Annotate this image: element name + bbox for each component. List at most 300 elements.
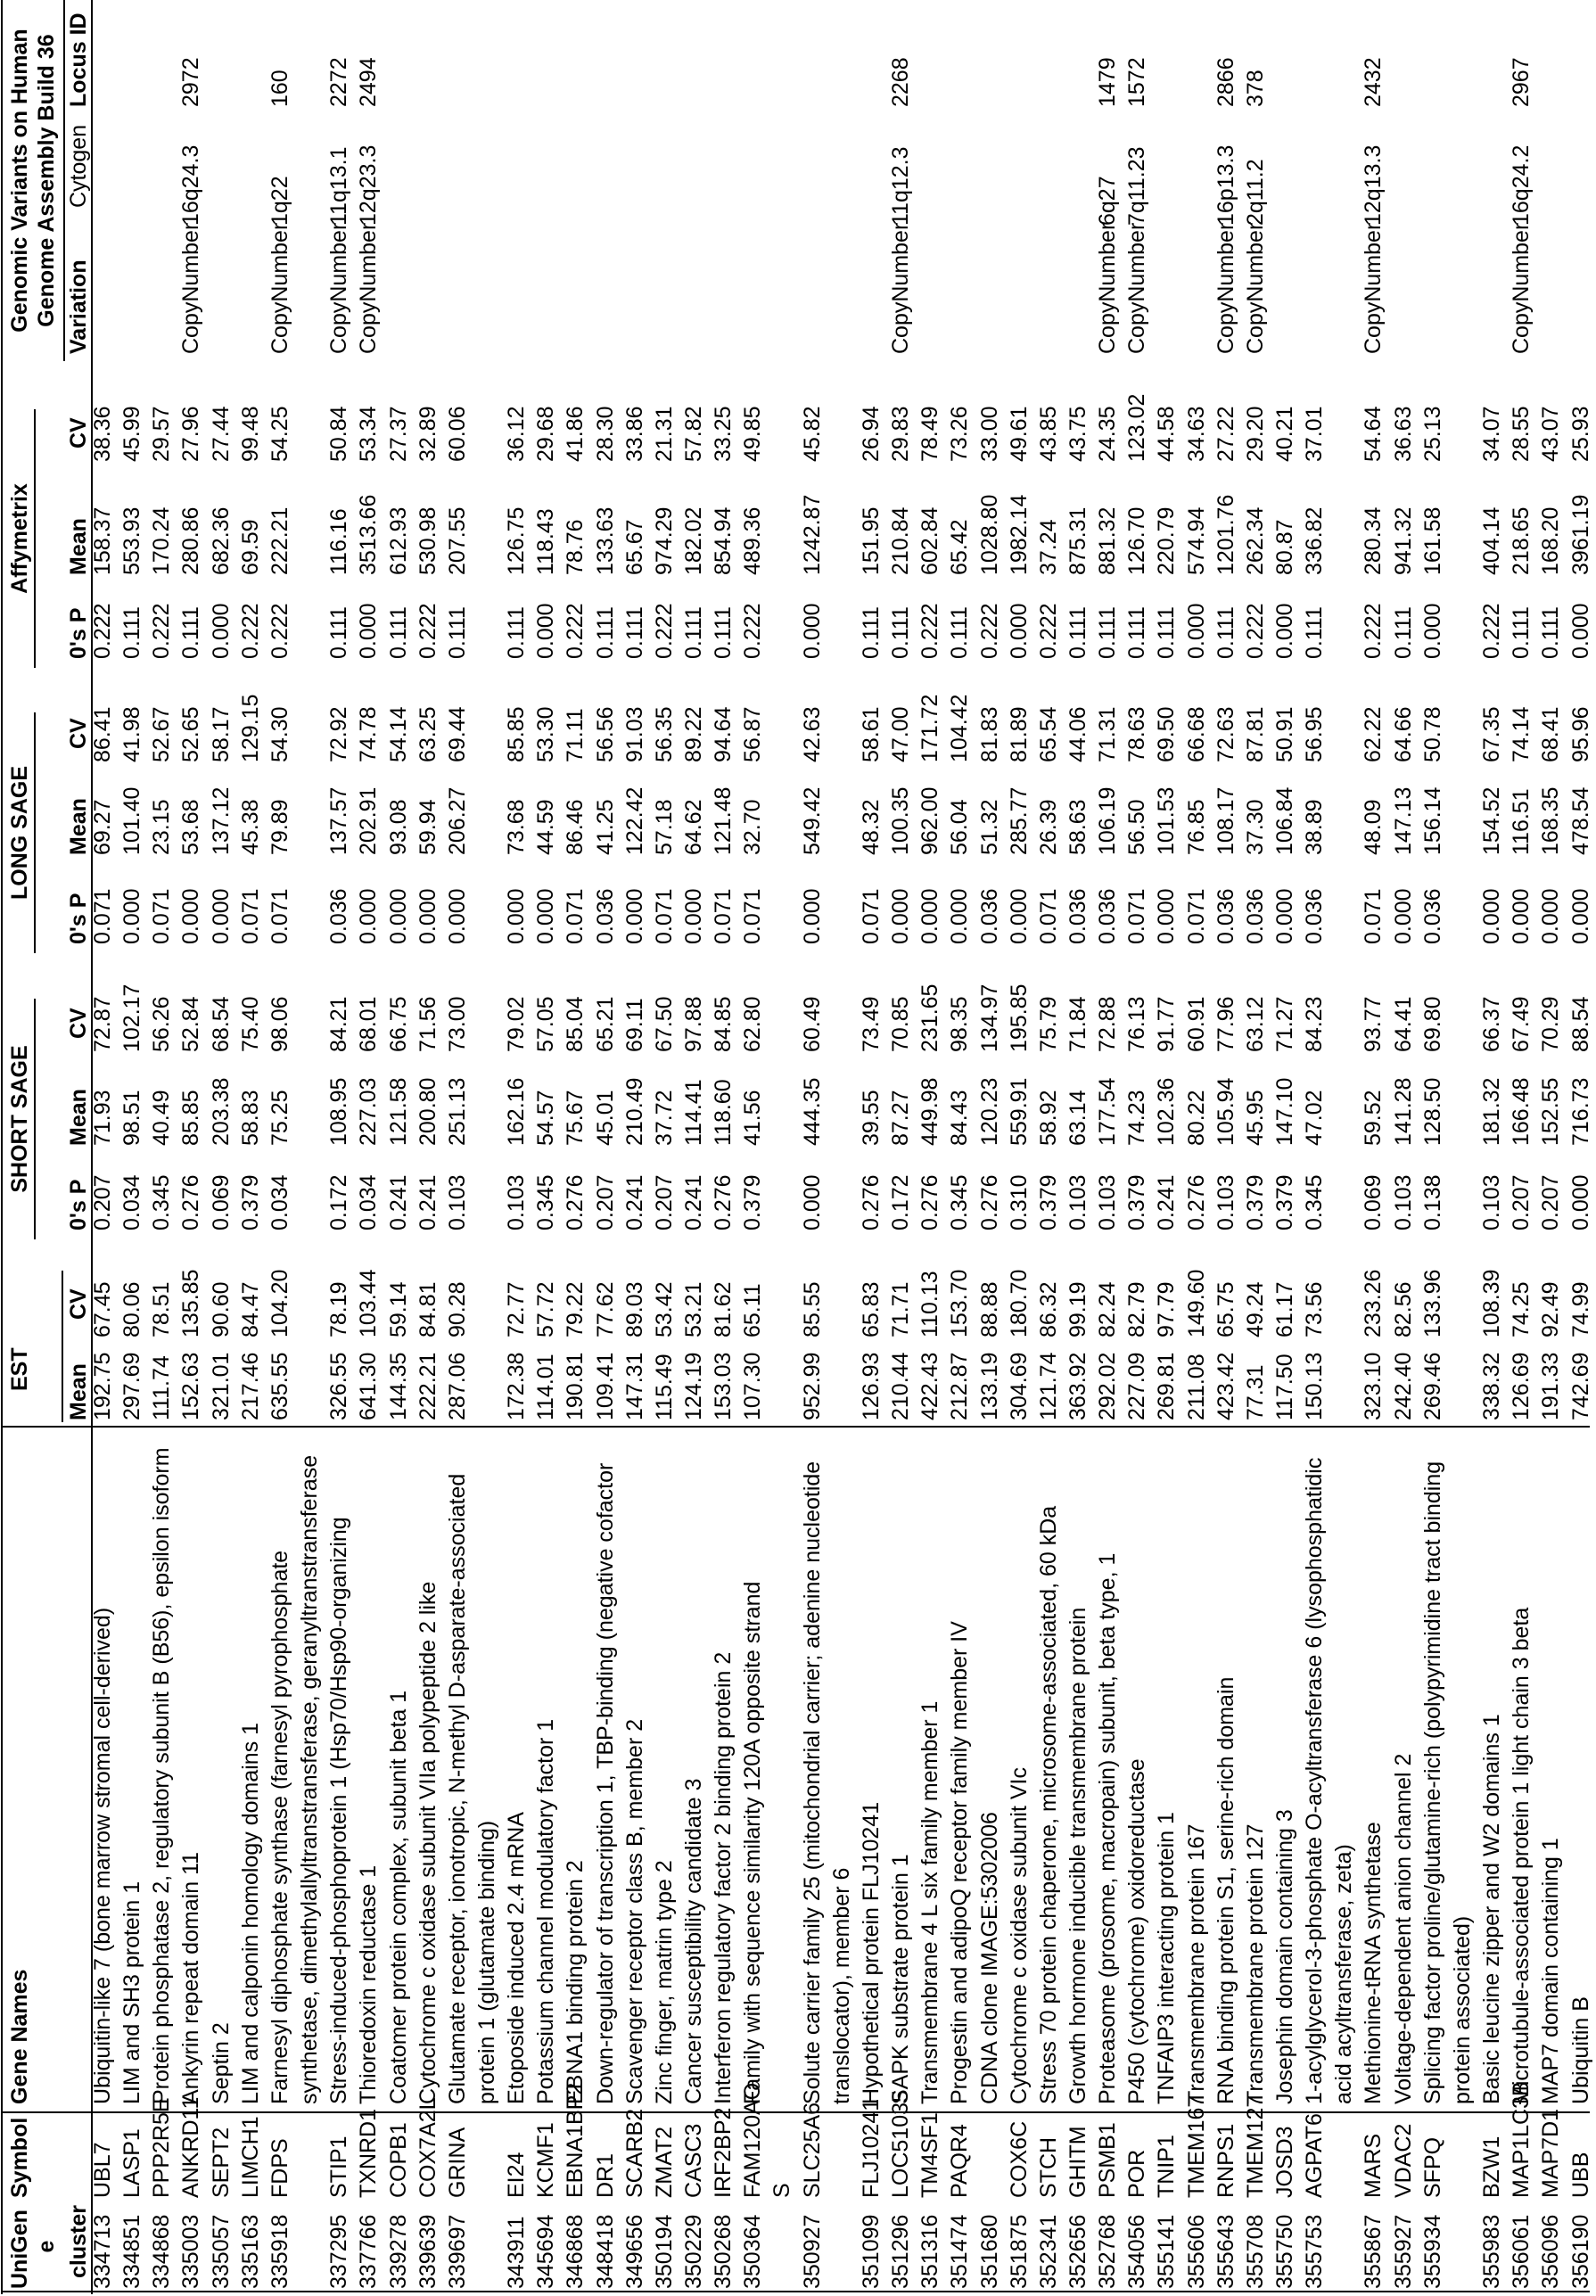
- header-cv: CV: [64, 1008, 94, 1039]
- cell-long-sage-zeros-p: 0.000: [1536, 888, 1566, 944]
- cell-affymetrix-zeros-p: 0.000: [1567, 603, 1596, 659]
- cell-short-sage-zeros-p: 0.103: [1389, 1174, 1419, 1230]
- header-cv: CV: [64, 417, 94, 449]
- cell-long-sage-zeros-p: 0.071: [1034, 888, 1064, 944]
- cell-est-cv: 81.62: [709, 1281, 738, 1337]
- cell-gene-name: Transmembrane protein 127: [1241, 1823, 1271, 2104]
- cell-long-sage-cv: 56.56: [591, 706, 621, 762]
- cell-cytogen: 2q11.2: [1241, 159, 1271, 226]
- cell-locus-id: 2866: [1212, 57, 1241, 107]
- cell-long-sage-cv: 54.30: [266, 706, 295, 762]
- cell-locus-id: 2272: [325, 57, 354, 107]
- cell-est-cv: 92.49: [1536, 1281, 1566, 1337]
- cell-est-mean: 191.33: [1536, 1353, 1566, 1420]
- cell-cytogen: 16q24.2: [1507, 145, 1536, 226]
- cell-symbol: PAQR4: [945, 2124, 975, 2198]
- cell-short-sage-cv: 68.01: [354, 996, 383, 1052]
- cell-unigene-cluster: 356096: [1536, 2215, 1566, 2289]
- cell-affymetrix-zeros-p: 0.111: [384, 606, 414, 659]
- cell-short-sage-zeros-p: 0.034: [354, 1174, 383, 1230]
- cell-gene-name: Down-regulator of transcription 1, TBP-binding (negative cofactor: [591, 1463, 621, 2104]
- header-zeros-p: 0's P: [64, 893, 94, 944]
- cell-est-cv: 104.20: [266, 1270, 295, 1337]
- cell-gene-name: P450 (cytochrome) oxidoreductase: [1123, 1758, 1152, 2104]
- cell-short-sage-cv: 70.85: [886, 996, 916, 1052]
- cell-symbol: GHITM: [1064, 2126, 1093, 2198]
- cell-affymetrix-mean: 336.82: [1300, 507, 1329, 575]
- cell-est-mean: 109.41: [591, 1353, 621, 1420]
- cell-est-mean: 304.69: [1005, 1353, 1034, 1420]
- cell-short-sage-cv: 73.49: [857, 996, 886, 1052]
- cell-affymetrix-cv: 25.93: [1567, 406, 1596, 462]
- cell-est-mean: 126.93: [857, 1353, 886, 1420]
- cell-gene-name: LIM and SH3 protein 1: [118, 1881, 147, 2104]
- cell-long-sage-mean: 56.04: [945, 799, 975, 855]
- cell-long-sage-zeros-p: 0.071: [738, 888, 768, 944]
- cell-long-sage-cv: 74.14: [1507, 706, 1536, 762]
- cell-unigene-cluster: 351875: [1005, 2215, 1034, 2289]
- cell-long-sage-mean: 116.51: [1507, 788, 1536, 855]
- cell-short-sage-zeros-p: 0.103: [1064, 1174, 1093, 1230]
- cell-affymetrix-cv: 57.82: [679, 406, 709, 462]
- cell-long-sage-mean: 137.12: [207, 787, 236, 855]
- cell-symbol: LASP1: [118, 2128, 147, 2198]
- cell-gene-name: Family with sequence similarity 120A opposite strand: [738, 1582, 768, 2104]
- cell-gene-name: Zinc finger, matrin type 2: [650, 1860, 679, 2104]
- cell-variation: CopyNumber: [354, 223, 383, 354]
- cell-affymetrix-cv: 29.83: [886, 406, 916, 462]
- cell-short-sage-cv: 63.12: [1241, 996, 1271, 1052]
- cell-est-cv: 135.85: [177, 1270, 206, 1337]
- cell-short-sage-mean: 120.23: [975, 1078, 1005, 1146]
- cell-gene-name: 1-acylglycerol-3-phosphate O-acyltransferase 6 (lysophosphatidic: [1300, 1458, 1329, 2104]
- cell-short-sage-zeros-p: 0.276: [857, 1174, 886, 1230]
- cell-est-mean: 742.69: [1567, 1353, 1596, 1420]
- cell-short-sage-mean: 227.03: [354, 1078, 383, 1146]
- cell-long-sage-zeros-p: 0.000: [1507, 888, 1536, 944]
- cell-affymetrix-cv: 43.75: [1064, 406, 1093, 462]
- cell-affymetrix-zeros-p: 0.111: [1064, 606, 1093, 659]
- cell-locus-id: 2494: [354, 57, 383, 107]
- header-affymetrix: Affymetrix: [5, 409, 35, 668]
- cell-long-sage-mean: 137.57: [325, 787, 354, 855]
- cell-gene-name: Solute carrier family 25 (mitochondrial carrier; adenine nucleotide: [798, 1461, 827, 2104]
- cell-short-sage-cv: 231.65: [916, 984, 945, 1052]
- cell-unigene-cluster: 352341: [1034, 2215, 1064, 2289]
- cell-affymetrix-cv: 29.20: [1241, 406, 1271, 462]
- cell-short-sage-mean: 59.52: [1359, 1090, 1388, 1146]
- cell-short-sage-cv: 71.27: [1271, 996, 1300, 1052]
- cell-short-sage-cv: 71.56: [414, 996, 443, 1052]
- cell-long-sage-cv: 85.85: [502, 706, 531, 762]
- cell-unigene-cluster: 355606: [1182, 2215, 1212, 2289]
- cell-short-sage-cv: 93.77: [1359, 996, 1388, 1052]
- cell-short-sage-mean: 141.28: [1389, 1078, 1419, 1146]
- cell-affymetrix-zeros-p: 0.222: [1034, 603, 1064, 659]
- cell-variation: CopyNumber: [177, 223, 206, 354]
- cell-short-sage-cv: 69.11: [621, 998, 650, 1052]
- cell-long-sage-zeros-p: 0.036: [1419, 888, 1448, 944]
- cell-long-sage-cv: 95.96: [1567, 706, 1596, 762]
- cell-long-sage-zeros-p: 0.036: [1300, 888, 1329, 944]
- cell-short-sage-cv: 72.88: [1093, 996, 1123, 1052]
- cell-symbol: AGPAT6: [1300, 2113, 1329, 2198]
- cell-short-sage-cv: 68.54: [207, 996, 236, 1052]
- cell-short-sage-zeros-p: 0.345: [147, 1174, 177, 1230]
- cell-symbol: SCARB2: [621, 2109, 650, 2198]
- cell-affymetrix-mean: 280.86: [177, 507, 206, 575]
- cell-short-sage-zeros-p: 0.276: [1182, 1174, 1212, 1230]
- cell-symbol: TXNRD1: [354, 2109, 383, 2198]
- cell-gene-name: Stress-induced-phosphoprotein 1 (Hsp70/Hsp90-organizing: [325, 1517, 354, 2104]
- cell-gene-name: Basic leucine zipper and W2 domains 1: [1477, 1714, 1507, 2104]
- cell-long-sage-zeros-p: 0.036: [1064, 888, 1093, 944]
- cell-variation: CopyNumber: [1359, 223, 1388, 354]
- cell-affymetrix-cv: 38.36: [88, 406, 118, 462]
- cell-affymetrix-zeros-p: 0.000: [207, 603, 236, 659]
- cell-est-cv: 153.70: [945, 1270, 975, 1337]
- cell-est-mean: 326.55: [325, 1353, 354, 1420]
- cell-gene-name: LIM and calponin homology domains 1: [236, 1723, 266, 2104]
- cell-affymetrix-zeros-p: 0.111: [443, 606, 473, 659]
- cell-long-sage-zeros-p: 0.000: [118, 888, 147, 944]
- cell-long-sage-cv: 91.03: [621, 706, 650, 762]
- cell-affymetrix-mean: 151.95: [857, 507, 886, 575]
- cell-short-sage-cv: 57.05: [531, 996, 561, 1052]
- header-est-cv: CV: [64, 1288, 94, 1320]
- cell-long-sage-cv: 66.68: [1182, 706, 1212, 762]
- cell-long-sage-zeros-p: 0.071: [88, 888, 118, 944]
- cell-long-sage-mean: 93.08: [384, 799, 414, 855]
- cell-affymetrix-zeros-p: 0.111: [118, 606, 147, 659]
- cell-variation: CopyNumber: [1212, 223, 1241, 354]
- cell-long-sage-cv: 58.17: [207, 706, 236, 762]
- cell-short-sage-cv: 97.88: [679, 996, 709, 1052]
- cell-long-sage-zeros-p: 0.000: [916, 888, 945, 944]
- cell-variation: CopyNumber: [1241, 223, 1271, 354]
- cell-long-sage-cv: 50.91: [1271, 706, 1300, 762]
- cell-short-sage-mean: 63.14: [1064, 1090, 1093, 1146]
- cell-long-sage-cv: 89.22: [679, 706, 709, 762]
- cell-est-cv: 90.28: [443, 1281, 473, 1337]
- cell-short-sage-cv: 79.02: [502, 996, 531, 1052]
- cell-gene-name: Protein phosphatase 2, regulatory subunit B (B56), epsilon isoform: [147, 1447, 177, 2104]
- cell-short-sage-cv: 60.91: [1182, 996, 1212, 1052]
- cell-cytogen: 12q23.3: [354, 145, 383, 226]
- cell-long-sage-cv: 87.81: [1241, 706, 1271, 762]
- cell-gene-name: Proteasome (prosome, macropain) subunit, beta type, 1: [1093, 1553, 1123, 2104]
- cell-long-sage-cv: 42.63: [798, 706, 827, 762]
- cell-short-sage-cv: 75.79: [1034, 996, 1064, 1052]
- cell-affymetrix-zeros-p: 0.222: [1359, 603, 1388, 659]
- cell-short-sage-zeros-p: 0.276: [177, 1174, 206, 1230]
- cell-affymetrix-zeros-p: 0.000: [1182, 603, 1212, 659]
- cell-est-cv: 79.22: [561, 1281, 590, 1337]
- cell-affymetrix-mean: 170.24: [147, 507, 177, 575]
- cell-cytogen: 16q24.3: [177, 145, 206, 226]
- cell-short-sage-cv: 52.84: [177, 996, 206, 1052]
- cell-affymetrix-mean: 158.37: [88, 507, 118, 575]
- cell-long-sage-zeros-p: 0.000: [177, 888, 206, 944]
- cell-est-mean: 192.75: [88, 1353, 118, 1420]
- cell-long-sage-zeros-p: 0.000: [1271, 888, 1300, 944]
- cell-affymetrix-cv: 24.35: [1093, 406, 1123, 462]
- cell-long-sage-zeros-p: 0.071: [266, 888, 295, 944]
- cell-affymetrix-mean: 126.75: [502, 507, 531, 575]
- cell-unigene-cluster: 351316: [916, 2215, 945, 2289]
- cell-est-cv: 110.13: [916, 1271, 945, 1337]
- cell-long-sage-mean: 285.77: [1005, 787, 1034, 855]
- cell-short-sage-zeros-p: 0.241: [621, 1174, 650, 1230]
- cell-affymetrix-mean: 3961.19: [1567, 495, 1596, 575]
- cell-affymetrix-mean: 875.31: [1064, 507, 1093, 575]
- cell-affymetrix-cv: 41.86: [561, 406, 590, 462]
- cell-affymetrix-zeros-p: 0.111: [679, 606, 709, 659]
- cell-est-cv: 73.56: [1300, 1281, 1329, 1337]
- cell-affymetrix-mean: 78.76: [561, 519, 590, 575]
- cell-locus-id: 2268: [886, 57, 916, 107]
- cell-gene-name: Etoposide induced 2.4 mRNA: [502, 1812, 531, 2104]
- cell-affymetrix-zeros-p: 0.111: [1389, 606, 1419, 659]
- cell-est-mean: 115.49: [650, 1354, 679, 1420]
- cell-long-sage-mean: 168.35: [1536, 787, 1566, 855]
- cell-long-sage-mean: 147.13: [1389, 787, 1419, 855]
- cell-affymetrix-mean: 489.36: [738, 507, 768, 575]
- cell-unigene-cluster: 355141: [1152, 2215, 1181, 2289]
- header-long-sage: LONG SAGE: [5, 712, 35, 953]
- cell-short-sage-zeros-p: 0.241: [384, 1174, 414, 1230]
- cell-affymetrix-mean: 941.32: [1389, 507, 1419, 575]
- cell-est-cv: 85.55: [798, 1281, 827, 1337]
- header-cv: CV: [64, 718, 94, 749]
- cell-affymetrix-mean: 1028.80: [975, 495, 1005, 575]
- cell-short-sage-cv: 66.75: [384, 996, 414, 1052]
- cell-long-sage-mean: 58.63: [1064, 799, 1093, 855]
- cell-short-sage-mean: 166.48: [1507, 1078, 1536, 1146]
- cell-short-sage-mean: 203.38: [207, 1078, 236, 1146]
- cell-short-sage-cv: 69.80: [1419, 996, 1448, 1052]
- cell-short-sage-cv: 71.84: [1064, 996, 1093, 1052]
- header-genomic-variants: Genomic Variants on Human: [5, 0, 35, 361]
- cell-short-sage-mean: 40.49: [147, 1090, 177, 1146]
- cell-unigene-cluster: 349656: [621, 2215, 650, 2289]
- cell-gene-name: Josephin domain containing 3: [1271, 1809, 1300, 2104]
- cell-short-sage-cv: 77.96: [1212, 996, 1241, 1052]
- cell-affymetrix-zeros-p: 0.111: [1507, 606, 1536, 659]
- cell-affymetrix-zeros-p: 0.111: [857, 606, 886, 659]
- cell-short-sage-zeros-p: 0.103: [443, 1174, 473, 1230]
- cell-affymetrix-mean: 404.14: [1477, 507, 1507, 575]
- cell-affymetrix-cv: 32.89: [414, 406, 443, 462]
- cell-short-sage-cv: 75.40: [236, 996, 266, 1052]
- cell-long-sage-zeros-p: 0.036: [1212, 888, 1241, 944]
- cell-est-mean: 153.03: [709, 1353, 738, 1420]
- cell-unigene-cluster: 351680: [975, 2215, 1005, 2289]
- cell-unigene-cluster: 350364: [738, 2215, 768, 2289]
- cell-gene-name: Ubiquitin B: [1567, 1996, 1596, 2104]
- cell-gene-name: Potassium channel modulatory factor 1: [531, 1719, 561, 2104]
- cell-affymetrix-cv: 49.61: [1005, 406, 1034, 462]
- cell-symbol: MAP7D1: [1536, 2109, 1566, 2198]
- cell-short-sage-cv: 88.54: [1567, 996, 1596, 1052]
- cell-gene-name: Progestin and adipoQ receptor family member IV: [945, 1621, 975, 2104]
- cell-symbol: EI24: [502, 2152, 531, 2198]
- cell-long-sage-zeros-p: 0.000: [1477, 888, 1507, 944]
- cell-est-mean: 269.81: [1152, 1353, 1181, 1420]
- cell-symbol: TM4SF1: [916, 2112, 945, 2198]
- cell-est-cv: 65.75: [1212, 1281, 1241, 1337]
- cell-short-sage-zeros-p: 0.310: [1005, 1174, 1034, 1230]
- cell-est-mean: 297.69: [118, 1353, 147, 1420]
- cell-short-sage-cv: 56.26: [147, 996, 177, 1052]
- cell-est-cv: 71.71: [886, 1281, 916, 1337]
- cell-est-mean: 107.30: [738, 1353, 768, 1420]
- cell-short-sage-mean: 152.55: [1536, 1078, 1566, 1146]
- cell-short-sage-zeros-p: 0.069: [207, 1174, 236, 1230]
- cell-long-sage-zeros-p: 0.000: [531, 888, 561, 944]
- cell-long-sage-zeros-p: 0.000: [1389, 888, 1419, 944]
- cell-short-sage-zeros-p: 0.103: [502, 1174, 531, 1230]
- cell-affymetrix-mean: 69.59: [236, 519, 266, 575]
- cell-long-sage-zeros-p: 0.000: [621, 888, 650, 944]
- cell-long-sage-cv: 68.41: [1536, 706, 1566, 762]
- header-est-mean: Mean: [64, 1363, 94, 1420]
- cell-short-sage-zeros-p: 0.241: [679, 1174, 709, 1230]
- cell-unigene-cluster: 351474: [945, 2215, 975, 2289]
- cell-short-sage-cv: 84.85: [709, 996, 738, 1052]
- cell-affymetrix-cv: 73.26: [945, 406, 975, 462]
- cell-short-sage-zeros-p: 0.207: [1536, 1174, 1566, 1230]
- cell-affymetrix-mean: 1242.87: [798, 495, 827, 575]
- cell-long-sage-mean: 478.54: [1567, 787, 1596, 855]
- cell-long-sage-cv: 72.63: [1212, 706, 1241, 762]
- cell-short-sage-zeros-p: 0.103: [1093, 1174, 1123, 1230]
- cell-affymetrix-zeros-p: 0.111: [1093, 606, 1123, 659]
- cell-short-sage-cv: 67.50: [650, 996, 679, 1052]
- cell-short-sage-zeros-p: 0.379: [738, 1174, 768, 1230]
- cell-affymetrix-cv: 54.25: [266, 406, 295, 462]
- cell-symbol: BZW1: [1477, 2136, 1507, 2198]
- cell-affymetrix-mean: 602.84: [916, 507, 945, 575]
- cell-unigene-cluster: 355867: [1359, 2215, 1388, 2289]
- cell-affymetrix-cv: 33.86: [621, 406, 650, 462]
- cell-est-cv: 180.70: [1005, 1270, 1034, 1337]
- cell-short-sage-cv: 62.80: [738, 996, 768, 1052]
- cell-unigene-cluster: 350927: [798, 2215, 827, 2289]
- cell-short-sage-zeros-p: 0.103: [1212, 1174, 1241, 1230]
- cell-long-sage-cv: 44.06: [1064, 706, 1093, 762]
- header-zeros-p: 0's P: [64, 1180, 94, 1230]
- cell-long-sage-cv: 56.95: [1300, 706, 1329, 762]
- cell-short-sage-mean: 108.95: [325, 1078, 354, 1146]
- cell-est-cv: 78.51: [147, 1281, 177, 1337]
- cell-short-sage-mean: 121.58: [384, 1078, 414, 1146]
- cell-symbol: SFPQ: [1419, 2137, 1448, 2198]
- header-genomic-variants: Genome Assembly Build 36: [32, 0, 62, 361]
- cell-long-sage-mean: 44.59: [531, 799, 561, 855]
- cell-long-sage-mean: 122.42: [621, 787, 650, 855]
- cell-est-mean: 217.46: [236, 1353, 266, 1420]
- cell-long-sage-cv: 56.87: [738, 706, 768, 762]
- cell-gene-name: Septin 2: [207, 2022, 236, 2104]
- cell-short-sage-mean: 47.02: [1300, 1090, 1329, 1146]
- cell-locus-id: 1479: [1093, 57, 1123, 107]
- cell-long-sage-cv: 69.50: [1152, 706, 1181, 762]
- cell-affymetrix-cv: 37.01: [1300, 406, 1329, 462]
- cell-est-cv: 77.62: [591, 1281, 621, 1337]
- cell-unigene-cluster: 346868: [561, 2215, 590, 2289]
- cell-symbol: DR1: [591, 2153, 621, 2198]
- cell-long-sage-cv: 52.65: [177, 706, 206, 762]
- header-symbol: Symbol: [5, 2118, 35, 2198]
- cell-affymetrix-zeros-p: 0.111: [1300, 606, 1329, 659]
- cell-short-sage-mean: 37.72: [650, 1090, 679, 1146]
- cell-est-mean: 152.63: [177, 1353, 206, 1420]
- cell-short-sage-mean: 210.49: [621, 1078, 650, 1146]
- cell-affymetrix-mean: 220.79: [1152, 507, 1181, 575]
- cell-short-sage-zeros-p: 0.069: [1359, 1174, 1388, 1230]
- cell-long-sage-mean: 59.94: [414, 799, 443, 855]
- cell-est-cv: 80.06: [118, 1281, 147, 1337]
- cell-est-mean: 242.40: [1389, 1353, 1419, 1420]
- cell-unigene-cluster: 339697: [443, 2215, 473, 2289]
- cell-est-mean: 287.06: [443, 1353, 473, 1420]
- cell-symbol: VDAC2: [1389, 2124, 1419, 2198]
- cell-short-sage-mean: 128.50: [1419, 1078, 1448, 1146]
- cell-long-sage-cv: 53.30: [531, 706, 561, 762]
- cell-short-sage-mean: 85.85: [177, 1090, 206, 1146]
- cell-short-sage-cv: 67.49: [1507, 996, 1536, 1052]
- cell-symbol: TMEM167: [1182, 2095, 1212, 2198]
- cell-long-sage-mean: 106.19: [1093, 787, 1123, 855]
- header-unigene-cluster: UniGen: [5, 2210, 35, 2289]
- cell-long-sage-cv: 50.78: [1419, 706, 1448, 762]
- cell-est-cv: 149.60: [1182, 1270, 1212, 1337]
- cell-long-sage-cv: 81.83: [975, 706, 1005, 762]
- cell-affymetrix-zeros-p: 0.222: [147, 603, 177, 659]
- cell-est-mean: 635.55: [266, 1353, 295, 1420]
- cell-long-sage-mean: 156.14: [1419, 787, 1448, 855]
- cell-affymetrix-mean: 574.94: [1182, 507, 1212, 575]
- cell-affymetrix-cv: 45.82: [798, 406, 827, 462]
- cell-affymetrix-mean: 168.20: [1536, 507, 1566, 575]
- cell-cytogen: 1q22: [266, 176, 295, 226]
- cell-long-sage-zeros-p: 0.071: [236, 888, 266, 944]
- cell-long-sage-mean: 48.09: [1359, 799, 1388, 855]
- cell-variation: CopyNumber: [1507, 223, 1536, 354]
- cell-affymetrix-zeros-p: 0.111: [1212, 606, 1241, 659]
- cell-variation: CopyNumber: [1123, 223, 1152, 354]
- cell-short-sage-cv: 84.21: [325, 996, 354, 1052]
- cell-long-sage-zeros-p: 0.071: [1182, 888, 1212, 944]
- cell-long-sage-mean: 202.91: [354, 787, 383, 855]
- cell-affymetrix-cv: 53.34: [354, 406, 383, 462]
- cell-short-sage-zeros-p: 0.034: [266, 1174, 295, 1230]
- cell-affymetrix-cv: 36.12: [502, 406, 531, 462]
- cell-est-mean: 952.99: [798, 1353, 827, 1420]
- cell-long-sage-mean: 53.68: [177, 799, 206, 855]
- cell-long-sage-mean: 57.18: [650, 799, 679, 855]
- cell-unigene-cluster: 343911: [502, 2216, 531, 2289]
- cell-short-sage-mean: 75.25: [266, 1090, 295, 1146]
- cell-affymetrix-zeros-p: 0.000: [1271, 603, 1300, 659]
- cell-affymetrix-zeros-p: 0.000: [1005, 603, 1034, 659]
- cell-affymetrix-cv: 29.57: [147, 406, 177, 462]
- cell-affymetrix-zeros-p: 0.111: [325, 606, 354, 659]
- cell-short-sage-zeros-p: 0.379: [1034, 1174, 1064, 1230]
- cell-affymetrix-cv: 29.68: [531, 406, 561, 462]
- cell-symbol: UBB: [1567, 2152, 1596, 2198]
